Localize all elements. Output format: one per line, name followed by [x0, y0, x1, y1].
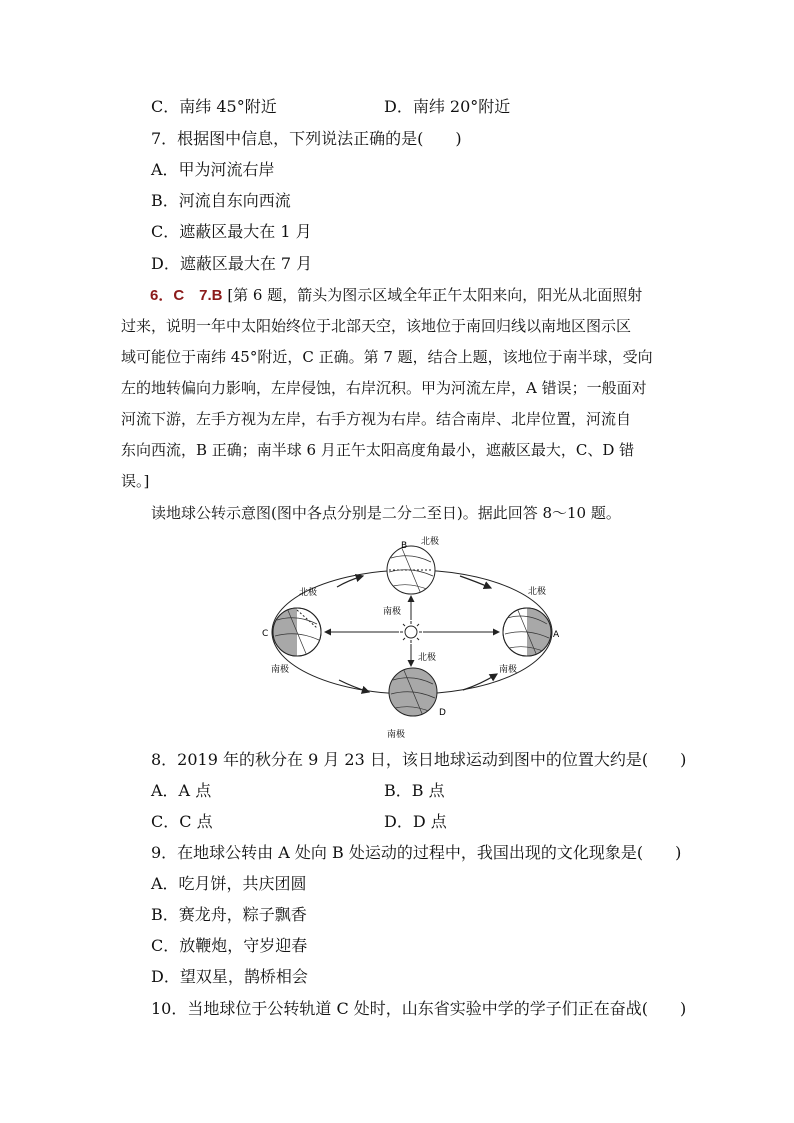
- earth-d: [389, 668, 437, 716]
- q6-option-row: [151, 97, 511, 117]
- q8-option-a: A．A 点: [151, 781, 212, 800]
- q7-option-a: A．甲为河流右岸: [151, 160, 275, 179]
- south-pole-a: 南极: [499, 665, 518, 675]
- q9-stem: 9．在地球公转由 A 处向 B 处运动的过程中，我国出现的文化现象是( ): [151, 843, 682, 862]
- answer-line-1: [121, 280, 677, 311]
- south-pole-c: 南极: [271, 665, 290, 675]
- q9-option-b: B．赛龙舟，粽子飘香: [151, 905, 307, 924]
- north-pole-b: 北极: [421, 537, 440, 547]
- q6-option-c: C．南纬 45°附近: [151, 97, 277, 116]
- q7-option-c: C．遮蔽区最大在 1 月: [151, 222, 312, 241]
- earth-c: [271, 608, 321, 656]
- north-pole-a: 北极: [528, 587, 547, 597]
- answer-line-3: 域可能位于南纬 45°附近，C 正确。第 7 题，结合上题，该地位于南半球，受向: [121, 348, 653, 366]
- label-b: B: [401, 541, 408, 551]
- q8-option-row-1: [151, 781, 445, 801]
- answer-line-7: 误。]: [121, 472, 150, 490]
- q8-option-d: D．D 点: [384, 812, 447, 831]
- q9-option-d: D．望双星，鹊桥相会: [151, 967, 308, 986]
- north-pole-d: 北极: [418, 653, 437, 663]
- answer-explanation: [121, 280, 677, 497]
- answer-line-4: 左的地转偏向力影响，左岸侵蚀，右岸沉积。甲为河流左岸，A 错误；一般面对: [121, 379, 647, 397]
- q10-stem: 10．当地球位于公转轨道 C 处时，山东省实验中学的学子们正在奋战( ): [151, 999, 687, 1018]
- q9-option-a: A．吃月饼，共庆团圆: [151, 874, 307, 893]
- q8-option-b: B．B 点: [384, 781, 445, 800]
- answer-line-6: 东向西流，B 正确；南半球 6 月正午太阳高度角最小，遮蔽区最大，C、D 错: [121, 441, 635, 459]
- q6-option-d: D．南纬 20°附近: [384, 97, 511, 116]
- q8-option-row-2: [151, 812, 447, 832]
- label-d: D: [439, 708, 446, 718]
- earth-orbit-diagram: [255, 532, 575, 742]
- q8-stem: 8．2019 年的秋分在 9 月 23 日，该日地球运动到图中的位置大约是( ): [151, 750, 687, 769]
- q8-option-c: C．C 点: [151, 812, 213, 831]
- diagram-intro: 读地球公转示意图(图中各点分别是二分二至日)。据此回答 8～10 题。: [151, 504, 621, 522]
- q7-stem: 7．根据图中信息，下列说法正确的是( ): [151, 129, 462, 148]
- south-pole-b: 南极: [383, 607, 402, 617]
- q7-option-b: B．河流自东向西流: [151, 191, 291, 210]
- label-a: A: [553, 630, 560, 640]
- q9-option-c: C．放鞭炮，守岁迎春: [151, 936, 308, 955]
- answer-text-1: [第 6 题，箭头为图示区域全年正午太阳来向，阳光从北面照射: [227, 286, 643, 304]
- earth-b: [387, 546, 435, 594]
- label-c: C: [262, 629, 269, 639]
- north-pole-c: 北极: [299, 588, 318, 598]
- answer-line-2: 过来，说明一年中太阳始终位于北部天空，该地位于南回归线以南地区图示区: [121, 317, 632, 335]
- answer-line-5: 河流下游，左手方视为左岸，右手方视为右岸。结合南岸、北岸位置，河流自: [121, 410, 632, 428]
- earth-a: [503, 608, 553, 656]
- south-pole-d: 南极: [387, 730, 406, 740]
- answer-key: 6．C 7.B: [150, 287, 223, 304]
- q7-option-d: D．遮蔽区最大在 7 月: [151, 254, 313, 273]
- sun-icon: [400, 621, 422, 643]
